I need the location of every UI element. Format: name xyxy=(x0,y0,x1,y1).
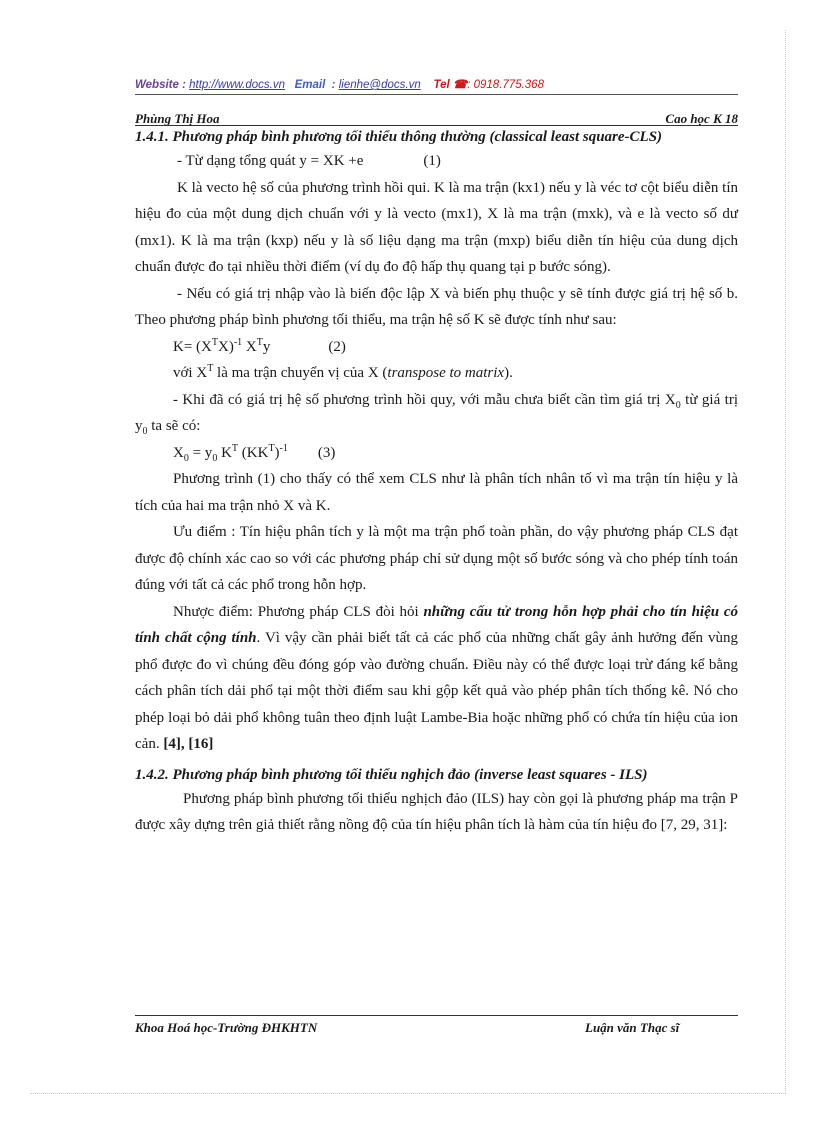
eq2-part-c: X xyxy=(242,338,257,355)
eq2-part-b: X) xyxy=(217,338,234,355)
equation-number-1: (1) xyxy=(423,153,441,169)
website-label: Website : xyxy=(135,79,186,91)
unknown-part-c: ta sẽ có: xyxy=(147,418,201,434)
eq3-sup-1: T xyxy=(231,442,239,454)
disadvantage-emphasis: những cấu tử trong hỗn hợp phải cho tín hiệu có tính chất cộng tính xyxy=(135,603,739,646)
page-border-right xyxy=(785,30,786,1093)
eq3-part-a: X xyxy=(173,444,184,461)
equation-number-2: (2) xyxy=(328,338,346,355)
unknown-sub-2: 0 xyxy=(142,426,148,437)
page-border-bottom xyxy=(30,1093,786,1094)
eq3-part-d: (KK xyxy=(238,444,269,461)
paragraph-least-squares: - Nếu có giá trị nhập vào là biến độc lập X và biến phụ thuộc y sẽ tính được giá trị hệ số b. Theo phương pháp bình phương tối thiểu, ma trận hệ số K sẽ được tính như sau: xyxy=(135,285,738,328)
transpose-part-b: là ma trận chuyển vị của X ( xyxy=(213,365,388,381)
section-heading-1-4-1: 1.4.1. Phương pháp bình phương tối thiểu thông thường (classical least square-CLS) xyxy=(135,129,663,145)
email-separator: : xyxy=(331,79,336,91)
paragraph-transpose xyxy=(135,360,738,387)
eq2-sup-3: T xyxy=(256,336,263,348)
footer-divider xyxy=(135,1015,738,1016)
website-bar xyxy=(135,77,544,91)
top-divider xyxy=(135,94,738,95)
eq2-sup-2: -1 xyxy=(233,336,243,348)
eq3-sup-3: -1 xyxy=(279,442,288,454)
paragraph-cls-factor: Phương trình (1) cho thấy có thể xem CLS như là phân tích nhân tố vì ma trận tín hiệu y là tích của hai ma trận nhỏ X và K. xyxy=(135,471,738,514)
disadvantage-part-a: Nhược điểm: Phương pháp CLS đòi hỏi xyxy=(173,603,424,620)
eq2-part-d: y xyxy=(262,338,271,355)
general-form-text: - Từ dạng tổng quát y = XK +e xyxy=(177,153,364,169)
eq3-sup-2: T xyxy=(268,442,275,454)
transpose-part-c: ). xyxy=(504,365,513,381)
unknown-part-b: từ giá trị y xyxy=(135,391,739,434)
paragraph-unknown-sample xyxy=(135,387,738,440)
email-label: Email xyxy=(294,79,326,91)
phone-number: : 0918.775.368 xyxy=(467,79,544,91)
paragraph-disadvantage xyxy=(135,599,738,758)
email-link[interactable]: lienhe@docs.vn xyxy=(338,79,421,91)
eq3-part-c: K xyxy=(217,444,232,461)
paragraph-general-form xyxy=(135,148,738,175)
section-heading-1-4-2: 1.4.2. Phương pháp bình phương tối thiểu nghịch đảo (inverse least squares - ILS) xyxy=(135,766,648,783)
website-link[interactable]: http://www.docs.vn xyxy=(189,79,285,91)
transpose-term: transpose to matrix xyxy=(387,365,505,381)
footer-faculty: Khoa Hoá học-Trường ĐHKHTN xyxy=(135,1020,318,1035)
eq3-sub-2: 0 xyxy=(212,452,218,464)
tel-label: Tel xyxy=(433,79,450,91)
header-author: Phùng Thị Hoa xyxy=(135,111,220,126)
unknown-sub-1: 0 xyxy=(675,399,681,411)
disadvantage-part-b: . Vì vậy cần phải biết tất cả các phổ của những chất gây ảnh hưởng đến vùng phổ được đo vì chúng đều đóng góp vào đường chuẩn. Điều này có thể được loại trừ đáng kể bằng cách phân tích dải phổ tại một thời điểm sau khi gộp kết quả vào phép phân tích thống kê. Nó cho phép loại bỏ dải phổ không tuân theo định luật Lambe-Bia hoặc những phổ có chứa tín hiệu của ion cản. xyxy=(135,630,738,752)
eq2-sup-1: T xyxy=(211,336,218,348)
transpose-part-a: với X xyxy=(173,365,208,381)
eq3-part-e: ) xyxy=(274,444,280,461)
unknown-part-a: - Khi đã có giá trị hệ số phương trình hồi quy, với mẫu chưa biết cần tìm giá trị X xyxy=(173,391,676,408)
equation-3 xyxy=(135,440,738,467)
equation-number-3: (3) xyxy=(317,444,336,461)
equation-2 xyxy=(135,334,738,361)
paragraph-ils: Phương pháp bình phương tối thiểu nghịch đảo (ILS) hay còn gọi là phương pháp ma trận P được xây dựng trên giả thiết rằng nồng độ của tín hiệu phân tích là hàm của tín hiệu đo [7, 29, 31]: xyxy=(135,790,738,833)
reference-citation: [4], [16] xyxy=(163,736,214,752)
phone-icon: ☎ xyxy=(452,79,468,91)
paragraph-advantage: Ưu điểm : Tín hiệu phân tích y là một ma trận phổ toàn phần, do vậy phương pháp CLS đạt được độ chính xác cao so với các phương pháp chỉ sử dụng một số bước sóng và cho phép tính toán đúng với tất cả các phổ trong hỗn hợp. xyxy=(135,524,738,593)
paragraph-k-vector: K là vecto hệ số của phương trình hồi qui. K là ma trận (kx1) nếu y là véc tơ cột biểu diễn tín hiệu đo của một dung dịch chuẩn với y là vecto (mx1), X là ma trận (mxk), và e là vecto số dư (mx1). K là ma trận (kxp) nếu y là số liệu dạng ma trận (mxp) biểu diễn tín hiệu của dung dịch chuẩn được đo tại nhiều thời điểm (ví dụ đo độ hấp thụ quang tại p bước sóng). xyxy=(135,179,738,275)
footer-thesis: Luận văn Thạc sĩ xyxy=(585,1020,680,1035)
eq2-part-a: K= (X xyxy=(173,338,212,355)
document-body xyxy=(135,126,738,839)
transpose-sup: T xyxy=(207,363,214,374)
eq3-sub-1: 0 xyxy=(183,452,189,464)
eq3-part-b: = y xyxy=(188,444,213,461)
header-course: Cao học K 18 xyxy=(665,111,738,126)
